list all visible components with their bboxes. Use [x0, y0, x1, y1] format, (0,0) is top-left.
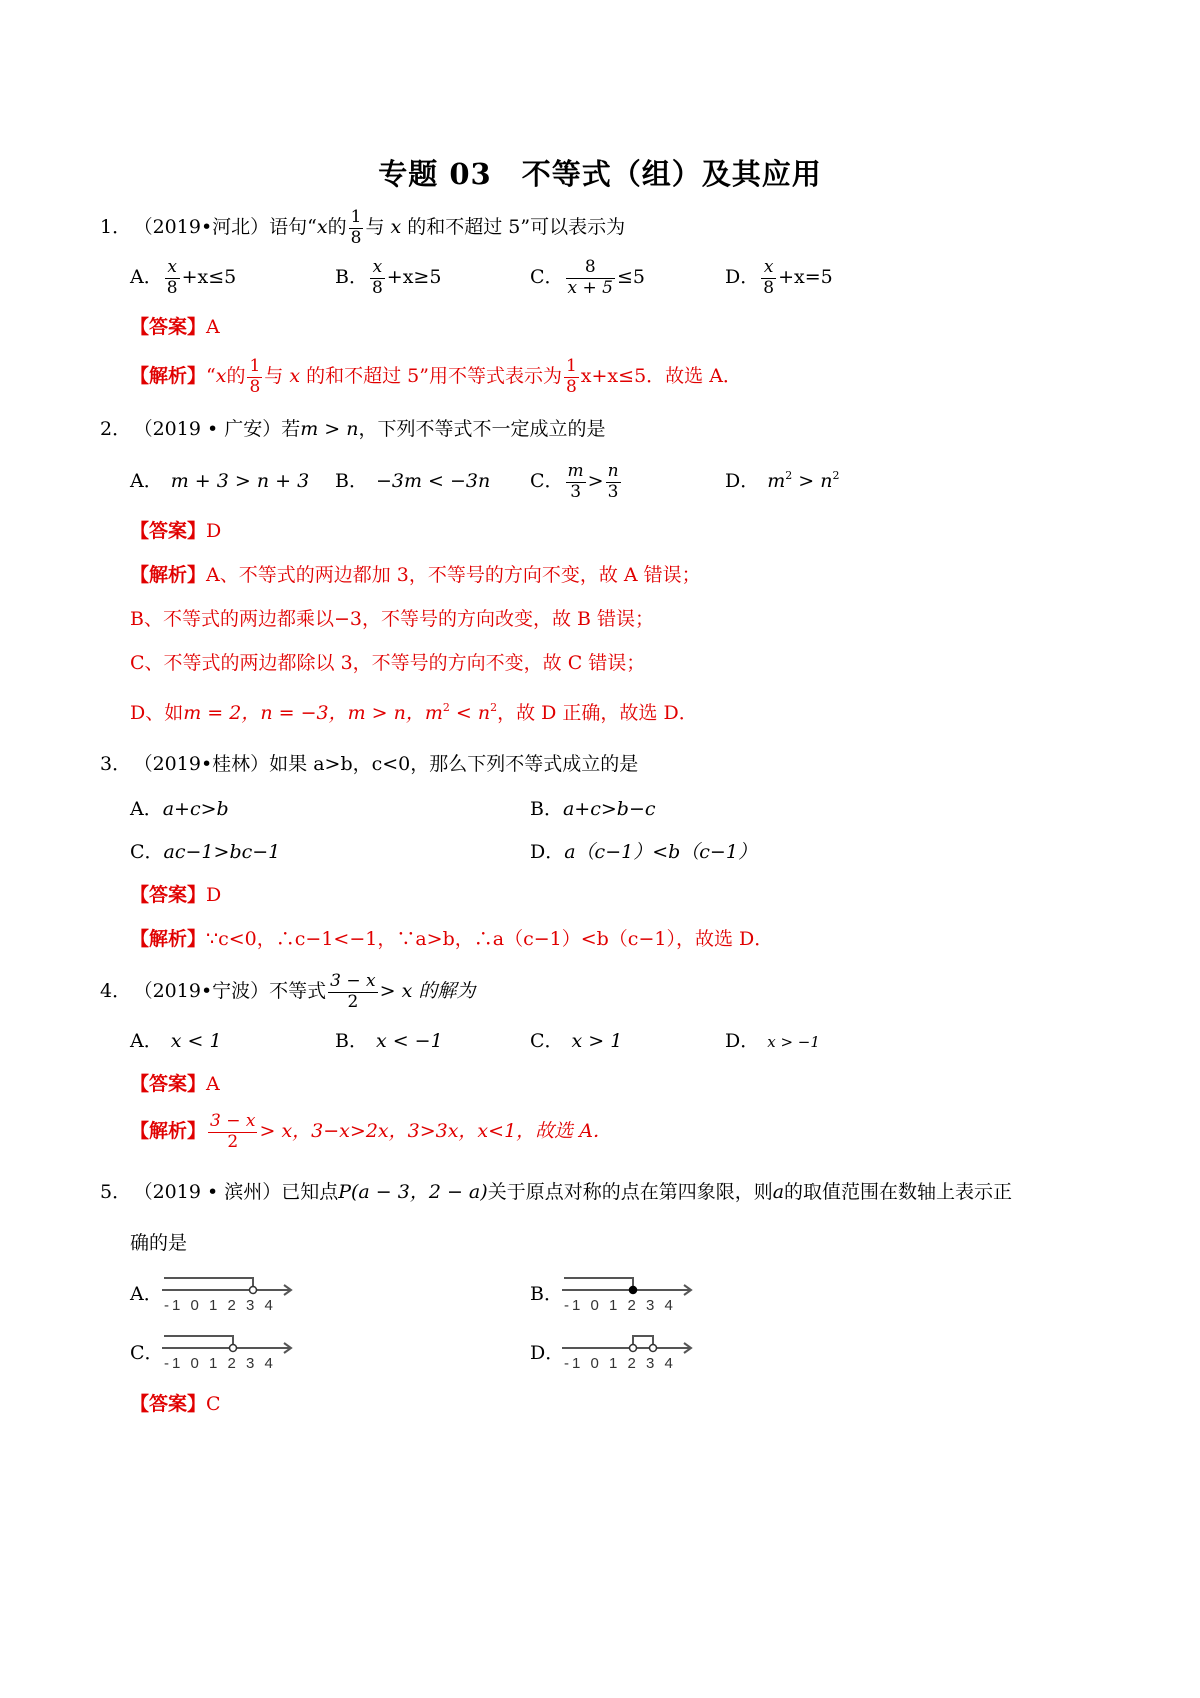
question-2-option-b[interactable]: B． −3m < −3n [335, 470, 491, 492]
number-line-d-ticks: -1 0 1 2 3 4 [564, 1355, 676, 1372]
question-5-option-b[interactable]: B． [530, 1283, 563, 1305]
question-3-option-a[interactable]: A．a+c>b [130, 798, 229, 820]
question-2-analysis-line-c: C、不等式的两边都除以 3，不等号的方向不变，故 C 错误； [130, 652, 646, 674]
question-2-option-a[interactable]: A． m + 3 > n + 3 [130, 470, 310, 492]
question-3-answer: 【答案】D [130, 884, 222, 906]
number-line-b [560, 1268, 700, 1316]
number-line-d [560, 1326, 700, 1374]
question-4-option-d[interactable]: D． x > −1 [725, 1030, 820, 1052]
question-1-option-d[interactable]: D． $\frac{x}{8}$ +x=5 [725, 257, 833, 298]
number-line-c-ticks: -1 0 1 2 3 4 [164, 1355, 276, 1372]
question-2-answer: 【答案】D [130, 520, 222, 542]
question-1-stem: 1． （2019•河北）语句“x的 $\frac{1}{8}$ 与 x 的和不超过 5”可以表示为 [100, 207, 626, 248]
question-1-analysis: 【解析】“x的 $\frac{1}{8}$ 与 x 的和不超过 5”用不等式表示为 $\frac{1}{8}$ x+x≤5．故选 A． [130, 356, 742, 397]
number-line-a [160, 1268, 300, 1316]
page-title: 专题 03 不等式（组）及其应用 [378, 157, 822, 191]
question-4-stem: 4． （2019•宁波）不等式 $\frac{3 - x}{2}$ > x 的解为 [100, 971, 476, 1012]
question-2-option-d[interactable]: D． $m^2 > n^2$ [725, 469, 840, 492]
question-1-answer: 【答案】A [130, 316, 220, 338]
question-5-option-d[interactable]: D． [530, 1342, 565, 1364]
question-1-option-b[interactable]: B． $\frac{x}{8}$ +x≥5 [335, 257, 442, 298]
question-2-analysis-line-a: 【解析】A、不等式的两边都加 3，不等号的方向不变，故 A 错误； [130, 564, 701, 586]
question-4-option-c[interactable]: C． x > 1 [530, 1030, 623, 1052]
question-2-analysis-line-b: B、不等式的两边都乘以−3，不等号的方向改变，故 B 错误； [130, 608, 655, 630]
question-5-option-a[interactable]: A． [130, 1283, 163, 1305]
question-3-option-c[interactable]: C．ac−1>bc−1 [130, 841, 281, 863]
question-4-answer: 【答案】A [130, 1073, 220, 1095]
question-2-option-c[interactable]: C． $\frac{m}{3}$ > $\frac{n}{3}$ [530, 461, 619, 502]
question-5-stem: 5． （2019 • 滨州）已知点P(a − 3，2 − a)关于原点对称的点在第四象限，则a的取值范围在数轴上表示正 [100, 1181, 1013, 1203]
question-3-option-b[interactable]: B．a+c>b−c [530, 798, 656, 820]
number-line-b-ticks: -1 0 1 2 3 4 [564, 1297, 676, 1314]
question-3-option-d[interactable]: D．a（c−1）<b（c−1） [530, 841, 757, 863]
question-5-stem-cont: 确的是 [130, 1232, 188, 1254]
number-line-a-ticks: -1 0 1 2 3 4 [164, 1297, 276, 1314]
question-5-option-c[interactable]: C． [130, 1342, 164, 1364]
question-3-analysis: 【解析】∵c<0，∴c−1<−1，∵a>b，∴a（c−1）<b（c−1），故选 D． [130, 928, 774, 950]
question-1-option-a[interactable]: A． $\frac{x}{8}$ +x≤5 [130, 257, 237, 298]
question-4-analysis: 【解析】 $\frac{3 - x}{2}$ > x，3−x>2x，3>3x，x<1，故选 A． [130, 1111, 612, 1152]
question-4-option-a[interactable]: A． x < 1 [130, 1030, 222, 1052]
question-1-option-c[interactable]: C． $\frac{8}{x + 5}$ ≤5 [530, 257, 646, 298]
question-2-stem: 2． （2019 • 广安）若m > n，下列不等式不一定成立的是 [100, 418, 606, 440]
question-4-option-b[interactable]: B． x < −1 [335, 1030, 443, 1052]
question-5-answer: 【答案】C [130, 1393, 221, 1415]
question-2-analysis-line-d: D、如m = 2，n = −3，m > n，$m^2 < n^2$，故 D 正确，故选 D． [130, 701, 698, 724]
number-line-c [160, 1326, 300, 1374]
question-3-stem: 3． （2019•桂林）如果 a>b，c<0，那么下列不等式成立的是 [100, 753, 639, 775]
